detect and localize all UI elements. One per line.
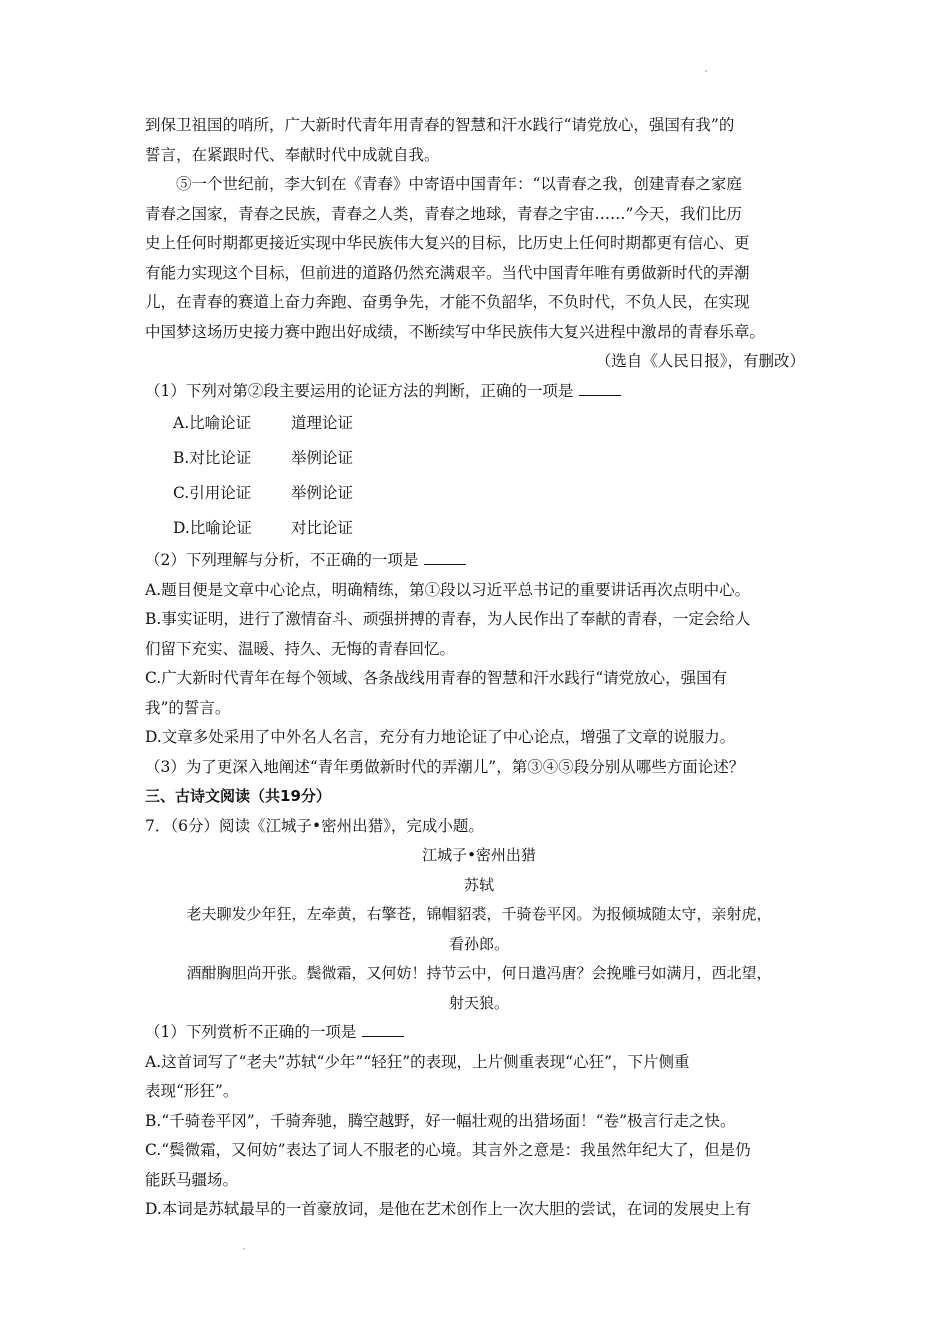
paragraph-5-line: ⑤一个世纪前，李大钊在《青春》中寄语中国青年：“以青春之我，创建青春之家庭 [176, 175, 742, 193]
option-c[interactable] [145, 476, 813, 511]
section-3-title: 三、古诗文阅读（共19分） [145, 787, 331, 805]
option-d[interactable] [145, 511, 813, 546]
question-3-stem: （3）为了更深入地阐述“青年勇做新时代的弄潮儿”，第③④⑤段分别从哪些方面论述？ [145, 757, 745, 776]
poem-author: 苏轼 [463, 875, 494, 894]
scan-dot [705, 70, 707, 72]
document-content [145, 111, 813, 1225]
paragraph-5-line: 有能力实现这个目标，但前进的道路仍然充满艰辛。当代中国青年唯有勇做新时代的弄潮 [145, 263, 750, 282]
question-7-option-line: 能跃马疆场。 [145, 1170, 239, 1189]
option-value: 对比论证 [291, 519, 354, 537]
question-7-option-line: C.“鬓微霜，又何妨”表达了词人不服老的心境。其言外之意是：我虽然年纪大了，但是仍 [145, 1141, 751, 1159]
option-label: D.比喻论证 [173, 519, 252, 537]
answer-blank[interactable] [362, 1035, 404, 1037]
question-7-1-text: （1）下列赏析不正确的一项是 [145, 1023, 357, 1041]
question-2-option-line: A.题目便是文章中心论点，明确精练，第①段以习近平总书记的重要讲话再次点明中心。 [145, 580, 751, 599]
question-2-option-line: D.文章多处采用了中外名人名言，充分有力地论证了中心论点，增强了文章的说服力。 [145, 728, 736, 746]
question-7-option-line: B.“千骑卷平冈”，千骑奔驰，腾空越野，好一幅壮观的出猎场面！“卷”极言行走之快。 [145, 1111, 736, 1130]
question-7-option-line: 表现“形狂”。 [145, 1082, 239, 1100]
option-value: 举例论证 [291, 449, 354, 467]
answer-blank[interactable] [579, 394, 621, 396]
question-2-option-line: 们留下充实、温暖、持久、无悔的青春回忆。 [145, 639, 456, 658]
option-label: C.引用论证 [173, 484, 252, 502]
question-7-stem: 7．（6分）阅读《江城子•密州出猎》，完成小题。 [145, 816, 484, 835]
option-value: 道理论证 [291, 414, 354, 432]
paragraph-5-line: 儿，在青春的赛道上奋力奔跑、奋勇争先，才能不负韶华，不负时代，不负人民，在实现 [145, 293, 750, 311]
paragraph-5-line: 青春之国家，青春之民族，青春之人类，青春之地球，青春之宇宙……”今天，我们比历 [145, 204, 742, 223]
poem-line: 老夫聊发少年狂，左牵黄，右擎苍，锦帽貂裘，千骑卷平冈。为报倾城随太守，亲射虎， [186, 905, 772, 923]
question-2-option-line: B.事实证明，进行了激情奋斗、顽强拼搏的青春，为人民作出了奉献的青春，一定会给人 [145, 610, 751, 628]
passage-line: 誓言，在紧跟时代、奉献时代中成就自我。 [145, 145, 440, 164]
poem-title: 江城子•密州出猎 [422, 846, 536, 864]
question-1-stem [145, 377, 813, 407]
question-7-option-line: A.这首词写了“老夫”苏轼“少年”“轻狂”的表现，上片侧重表现“心狂”，下片侧重 [145, 1052, 690, 1071]
source-note: （选自《人民日报》，有删改） [595, 352, 805, 370]
poem-line: 射天狼。 [448, 993, 509, 1012]
question-1-text: （1）下列对第②段主要运用的论证方法的判断，正确的一项是 [145, 381, 574, 400]
paragraph-5-line: 史上任何时期都更接近实现中华民族伟大复兴的目标，比历史上任何时期都更有信心、更 [145, 234, 750, 252]
answer-blank[interactable] [424, 563, 466, 565]
option-value: 举例论证 [291, 484, 354, 502]
question-7-option-line: D.本词是苏轼最早的一首豪放词，是他在艺术创作上一次大胆的尝试，在词的发展史上有 [145, 1200, 751, 1218]
question-7-1-stem [145, 1018, 813, 1048]
option-label: A.比喻论证 [173, 414, 252, 432]
question-2-text: （2）下列理解与分析，不正确的一项是 [145, 551, 419, 569]
question-2-option-line: C.广大新时代青年在每个领域、各条战线用青春的智慧和汗水践行“请党放心，强国有 [145, 669, 728, 687]
scan-dot [243, 1248, 245, 1250]
poem-line: 酒酣胸胆尚开张。鬓微霜，又何妨！持节云中，何日遣冯唐？会挽雕弓如满月，西北望， [186, 964, 772, 982]
option-label: B.对比论证 [173, 449, 252, 467]
poem-line: 看孙郎。 [448, 934, 509, 953]
question-2-option-line: 我”的誓言。 [145, 698, 231, 717]
paragraph-5-line: 中国梦这场历史接力赛中跑出好成绩，不断续写中华民族伟大复兴进程中激昂的青春乐章。 [145, 322, 766, 341]
passage-line: 到保卫祖国的哨所，广大新时代青年用青春的智慧和汗水践行“请党放心，强国有我”的 [145, 116, 735, 134]
option-a[interactable] [145, 406, 813, 441]
option-b[interactable] [145, 441, 813, 476]
question-2-stem [145, 546, 813, 576]
